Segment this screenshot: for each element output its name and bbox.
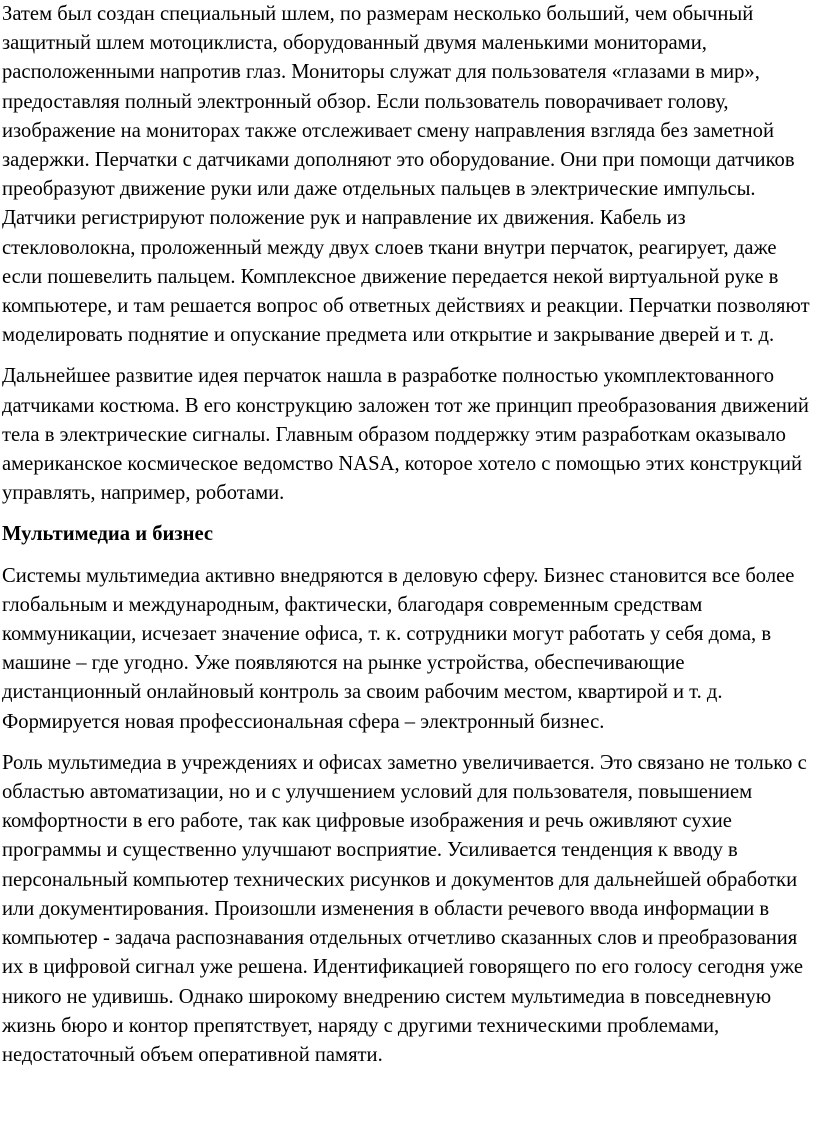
body-paragraph: Системы мультимедиа активно внедряются в деловую сферу. Бизнес становится все более глобальным и международным, фактически, благодаря современным средствам коммуникации, исчезает значение офиса, т. к. сотрудники могут работать у себя дома, в машине – где угодно. Уже появляются на рынке устройства, обеспечивающие дистанционный онлайновый контроль за своим рабочим местом, квартирой и т. д. Формируется новая профессиональная сфера – электронный бизнес.: [2, 564, 795, 733]
section-heading: Мультимедиа и бизнес: [2, 523, 214, 546]
body-paragraph: Роль мультимедиа в учреждениях и офисах заметно увеличивается. Это связано не только с областью автоматизации, но и с улучшением условий для пользователя, повышением комфортности в его работе, так как цифровые изображения и речь оживляют сухие программы и существенно улучшают восприятие. Усиливается тенденция к вводу в персональный компьютер технических рисунков и документов для дальнейшей обработки или документирования. Произошли изменения в области речевого ввода информации в компьютер - задача распознавания отдельных отчетливо сказанных слов и преобразования их в цифровой сигнал уже решена. Идентификацией говорящего по его голосу сегодня уже никого не удивишь. Однако широкому внедрению систем мультимедиа в повседневную жизнь бюро и контор препятствует, наряду с другими техническими проблемами, недостаточный объем оперативной памяти.: [2, 751, 807, 1066]
body-paragraph: Затем был создан специальный шлем, по размерам несколько больший, чем обычный защитный шлем мотоциклиста, оборудованный двумя маленькими мониторами, расположенными напротив глаз. Мониторы служат для пользователя «глазами в мир», предоставляя полный электронный обзор. Если пользователь поворачивает голову, изображение на мониторах также отслеживает смену направления взгляда без заметной задержки. Перчатки с датчиками дополняют это оборудование. Они при помощи датчиков преобразуют движение руки или даже отдельных пальцев в электрические импульсы. Датчики регистрируют положение рук и направление их движения. Кабель из стекловолокна, проложенный между двух слоев ткани внутри перчаток, реагирует, даже если пошевелить пальцем. Комплексное движение передается некой виртуальной руке в компьютере, и там решается вопрос об ответных действиях и реакции. Перчатки позволяют моделировать поднятие и опускание предмета или открытие и закрывание дверей и т. д.: [2, 3, 810, 347]
body-paragraph: Дальнейшее развитие идея перчаток нашла в разработке полностью укомплектованного датчиками костюма. В его конструкцию заложен тот же принцип преобразования движений тела в электрические сигналы. Главным образом поддержку этим разработкам оказывало американское космическое ведомство NASA, которое хотело с помощью этих конструкций управлять, например, роботами.: [2, 365, 809, 505]
